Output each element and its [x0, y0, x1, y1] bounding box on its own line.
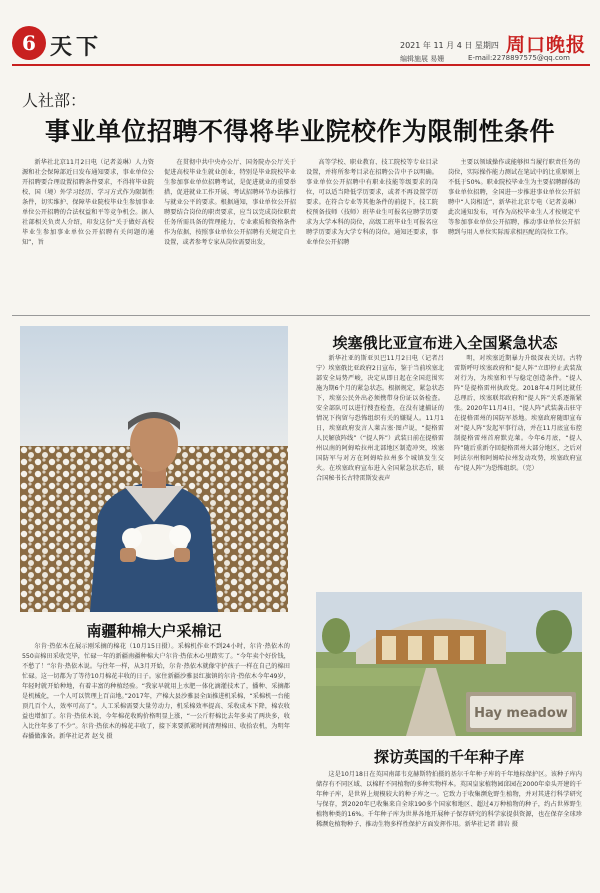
article1-headline: 事业单位招聘不得将毕业院校作为限制性条件	[44, 117, 555, 146]
section-divider	[12, 315, 590, 316]
newspaper-logo: 周口晚报	[506, 34, 587, 56]
editor-line: 编辑施展 易姗	[400, 55, 445, 63]
article1-column-4: 主要以领域操作或能够担当履行职责任务的岗位，实际操作能力测试在笔试中的比重原则上不低于50%。职业院校毕业生为主要招聘群体的事业单位招聘，全国进一步推进事业单位公开招聘中“人岗相适”，新华社北京专电（记者姜琳）此次通知发布，可作为高校毕业生人才按规定平等参加事业单位公开招聘，推动事业单位公开招聘到与用人单位实际需求相匹配的岗位工作。	[448, 159, 580, 236]
seed-bank-photo	[316, 592, 582, 736]
cotton-photo-text: 尔肯·热依木在展示刚采摘的棉花（10月15日摄）。采棉机作业不到24小时，尔肯·热依木的550亩棉田采收完毕，忙碌一年的新疆南疆种棉大户尔肯·热依木心里踏实了。“今年卖个好价钱，不愁了！”尔肯·热依木说。与往年一样，从3月开始，尔肯·热依木就像守护孩子一样在自己的棉田忙碌。这一切都为了等待10月棉花丰收的日子。家住新疆沙雅县红旗镇的尔肯·热依木今年49岁，年轻时就开始种地，有着丰富的种植经验。“我家早就用上水肥一体化滴灌技术了，播种、采摘都是机械化，一个人可以管理上百亩地。”2017年，产棉大县沙雅县全面推进机采棉，“采棉机一台能顶几百个人，效率可高了”。人工采棉需要大量劳动力，机采棉效率提高、采收成本下降，棉农收益也增加了。尔肯·热依木说，今年棉花收购价格明显上涨，“一公斤籽棉比去年多卖了两块多，收入比往年多了不少”。尔肯·热依木的棉花丰收了，接下来要抓紧时间清理棉田、收拾农机，为明年春播做准备。新华社记者 赵戈 摄	[22, 643, 290, 740]
article2-headline: 埃塞俄比亚宣布进入全国紧急状态	[332, 334, 558, 352]
seed-bank-illustration	[316, 592, 582, 736]
page-number-badge: 6	[12, 26, 46, 60]
seed-bank-caption: 探访英国的千年种子库	[373, 748, 524, 766]
header-rule	[12, 64, 590, 66]
article1-column-3: 高等学校、职业教育、技工院校等专业目录设置，并将所参考目录在招聘公告中予以明确。事业单位公开招聘中有职业技能等级要求的岗位，可以适当降低学历要求，或者不再设置学历要求。在符合专业等其他条件的前提下，技工院校预备技师（技师）班毕业生可报名应聘学历要求为大学本科的岗位，高级工班毕业生可报名应聘学历要求为大学专科的岗位。通知还要求，事业单位公开招聘	[306, 159, 438, 246]
seed-bank-text: 这是10月18日在英国南部韦克赫斯特拍摄的基尔千年种子库的千年地标保护区。该种子库内储存有不同区域、以棉籽不同植物的多种实物样本。英国皇家植物园邱园在2000年牵头开建的千年种子库，是世界上规模较大的种子库之一。它致力于收集濒危野生植物，并对其进行科学研究与保存，到2020年已收集来自全球190多个国家和地区、超过4万种植物的种子，约占世界野生植物种类的16%。千年种子库为世界各地开展种子保存研究的科学家提供资源，也在保存全球珍稀濒危植物种子、推动生物多样性保护方面发挥作用。新华社记者 韩岩 摄	[316, 771, 582, 828]
cotton-farmer-illustration	[20, 326, 288, 612]
article2-column-1: 新华社亚的斯亚贝巴11月2日电（记者吕宁）埃塞俄比亚政府2日宣布，鉴于当前埃塞北部安全局势严峻，决定从即日起在全国范围实施为期6个月的紧急状态。根据规定，紧急状态下，埃塞公民外出必须携带身份证以备检查。安全部队可以进行搜查检查，在没有逮捕证的情况下拘留与恐怖组织有关的嫌疑人。11月1日，埃塞政府发言人莱吉塞·图卢说，“提格雷人民解放阵线”（“提人阵”）武装日前在提格雷州以南的阿姆哈拉州北部地区制造冲突，埃塞国防军与对方在阿姆哈拉州多个城镇发生交火。在埃塞政府宣布进入全国紧急状态后，联合国秘书长古特雷斯发表声	[316, 355, 444, 482]
cotton-farmer-photo	[20, 326, 288, 612]
editor-email: E-mail:2278897575@qq.com	[468, 54, 570, 62]
issue-date: 2021 年 11 月 4 日 星期四	[400, 41, 499, 50]
article1-kicker: 人社部：	[22, 91, 87, 110]
page-header	[0, 0, 600, 68]
article1-column-1: 新华社北京11月2日电（记者姜琳）人力资源和社会保障部近日发布通知要求，事业单位公开招聘要合理设置招聘条件要求，不得将毕业院校、国（境）外学习经历、学习方式作为限制性条件，切实维护、保障毕业院校毕业生参加事业单位公开招聘的合法权益和平等竞争机会。据人社部相关负责人介绍，印发这份“关于做好高校毕业生参加事业单位公开招聘有关问题的通知”，旨	[22, 159, 154, 246]
hay-meadow-sign-text: Hay meadow	[474, 706, 568, 721]
article2-column-2: 明，对埃塞近期暴力升级深表关切。古特雷斯呼吁埃塞政府和“提人阵”立即停止武装敌对行为，为埃塞和平与稳定创造条件。“提人阵”是提格雷州执政党。2018年4月阿比就任总理后，埃塞联邦政府和“提人阵”关系逐渐紧张。2020年11月4日，“提人阵”武装袭击驻守在提格雷州的国防军基地。埃塞政府随即宣布对“提人阵”发起军事行动，并在11月底宣布控制提格雷州首府默克莱。今年6月底，“提人阵”随后重新夺回提格雷州大部分地区，之后对阿法尔州和阿姆哈拉州发动攻势，埃塞政府宣布“提人阵”为恐怖组织。（完）	[454, 355, 582, 472]
section-title: 天下	[50, 34, 103, 60]
cotton-photo-caption: 南疆种棉大户采棉记	[86, 622, 222, 640]
article1-column-2: 在贯彻中共中央办公厅、国务院办公厅关于促进高校毕业生就业创业，特别是毕业院校毕业生参加事业单位招聘考试，是促进就业的重要举措，促进就业工作开展、考试招聘环节办法推行与就业公平的要求。根据通知，事业单位公开招聘要结合岗位的职责要求，应当以完成岗位职责任务所需具备的管理能力、专业素质和资格条件作为依据，按照事业单位公开招聘有关规定自主设置，或者参考专家从岗位需要出发，	[164, 159, 296, 246]
